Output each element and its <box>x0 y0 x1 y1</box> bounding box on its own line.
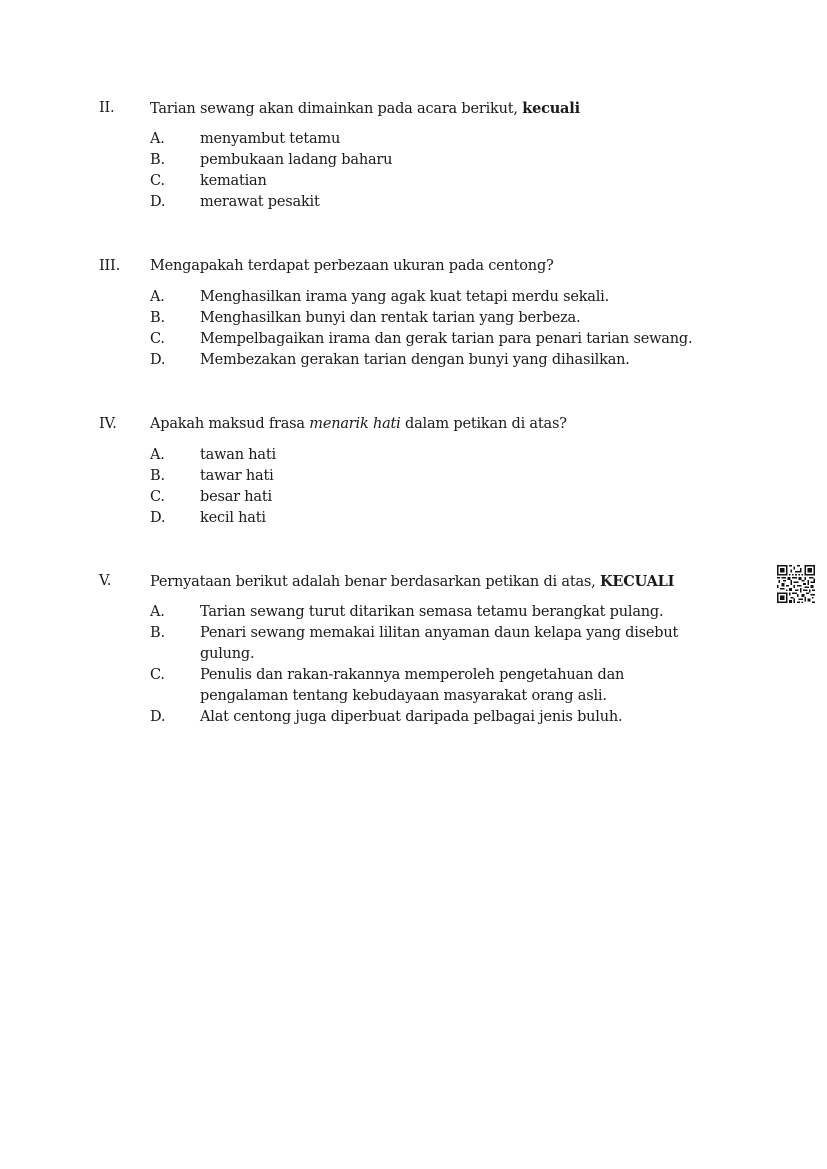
option-b[interactable] <box>99 150 719 171</box>
option-list <box>99 445 719 529</box>
option-text: Menghasilkan irama yang agak kuat tetapi merdu sekali. <box>200 289 610 305</box>
option-list <box>99 602 719 728</box>
qr-code-icon[interactable] <box>777 565 815 603</box>
option-a[interactable] <box>99 287 719 308</box>
option-letter: B. <box>150 152 165 168</box>
option-d[interactable] <box>99 192 719 213</box>
option-d[interactable] <box>99 508 719 529</box>
question-iii <box>99 256 719 387</box>
question-text <box>150 98 580 120</box>
question-v <box>99 571 719 744</box>
option-c[interactable] <box>99 665 719 707</box>
option-letter: A. <box>150 289 165 305</box>
option-list <box>99 287 719 371</box>
option-b[interactable] <box>99 308 719 329</box>
question-text: Mengapakah terdapat perbezaan ukuran pada centong? <box>150 258 554 274</box>
question-header <box>99 256 719 277</box>
option-text: Mempelbagaikan irama dan gerak tarian para penari tarian sewang. <box>200 331 693 347</box>
option-text: Penari sewang memakai lilitan anyaman daun kelapa yang disebut gulung. <box>200 625 679 662</box>
question-keyword: KECUALI <box>599 573 675 590</box>
option-text: menyambut tetamu <box>200 131 341 147</box>
option-letter: D. <box>150 510 166 526</box>
question-keyword: kecuali <box>522 100 580 117</box>
question-number: III. <box>99 258 120 274</box>
option-d[interactable] <box>99 707 719 728</box>
option-letter: D. <box>150 709 166 725</box>
question-number: V. <box>99 573 112 589</box>
option-text: Tarian sewang turut ditarikan semasa tetamu berangkat pulang. <box>200 604 664 620</box>
option-text: pembukaan ladang baharu <box>200 152 393 168</box>
option-text: kecil hati <box>200 510 266 526</box>
question-text <box>150 571 674 593</box>
option-d[interactable] <box>99 350 719 371</box>
option-a[interactable] <box>99 445 719 466</box>
option-c[interactable] <box>99 329 719 350</box>
option-letter: D. <box>150 194 166 210</box>
option-letter: C. <box>150 331 165 347</box>
option-c[interactable] <box>99 487 719 508</box>
option-text: Alat centong juga diperbuat daripada pelbagai jenis buluh. <box>200 709 623 725</box>
option-letter: A. <box>150 604 165 620</box>
option-text: tawar hati <box>200 468 274 484</box>
option-text: besar hati <box>200 489 272 505</box>
option-letter: B. <box>150 468 165 484</box>
option-b[interactable] <box>99 623 719 665</box>
question-number: IV. <box>99 416 117 432</box>
option-text: Membezakan gerakan tarian dengan bunyi yang dihasilkan. <box>200 352 630 368</box>
question-header <box>99 98 719 119</box>
question-iv <box>99 414 719 545</box>
option-letter: C. <box>150 489 165 505</box>
option-letter: A. <box>150 447 165 463</box>
option-text: kematian <box>200 173 267 189</box>
question-text-main: Pernyataan berikut adalah benar berdasarkan petikan di atas, <box>150 574 600 590</box>
option-a[interactable] <box>99 129 719 150</box>
option-text: tawan hati <box>200 447 276 463</box>
question-header <box>99 571 719 592</box>
question-ii <box>99 98 719 229</box>
question-text-end: dalam petikan di atas? <box>400 416 567 432</box>
option-text: Penulis dan rakan-rakannya memperoleh pengetahuan dan pengalaman tentang kebudayaan masyarakat orang asli. <box>200 667 625 704</box>
option-text: Menghasilkan bunyi dan rentak tarian yang berbeza. <box>200 310 581 326</box>
option-a[interactable] <box>99 602 719 623</box>
question-text-main: Tarian sewang akan dimainkan pada acara berikut, <box>150 101 523 117</box>
question-number: II. <box>99 100 115 116</box>
option-letter: D. <box>150 352 166 368</box>
question-text-main: Apakah maksud frasa <box>150 416 310 432</box>
option-letter: B. <box>150 310 165 326</box>
option-letter: A. <box>150 131 165 147</box>
option-letter: C. <box>150 173 165 189</box>
question-phrase: menarik hati <box>309 416 401 432</box>
option-b[interactable] <box>99 466 719 487</box>
option-c[interactable] <box>99 171 719 192</box>
option-text: merawat pesakit <box>200 194 320 210</box>
option-letter: C. <box>150 667 165 683</box>
question-text <box>150 414 567 435</box>
question-header <box>99 414 719 435</box>
option-letter: B. <box>150 625 165 641</box>
option-list <box>99 129 719 213</box>
